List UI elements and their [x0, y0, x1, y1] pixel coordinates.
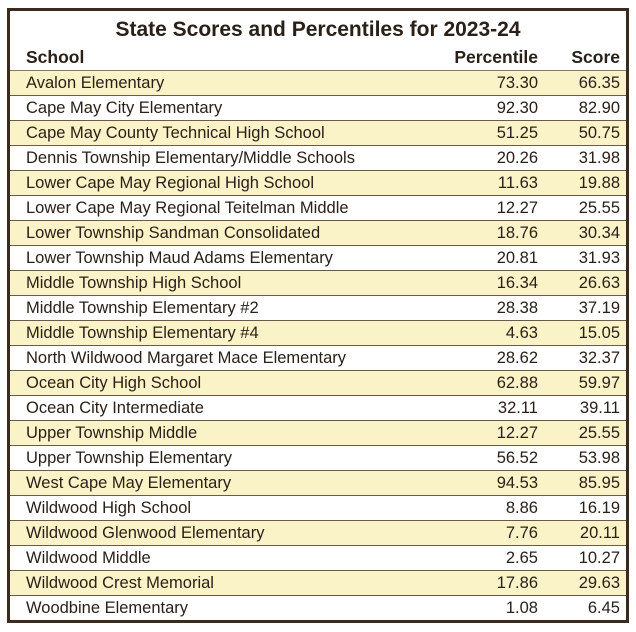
table-row: [10, 396, 626, 421]
score-cell: 16.19: [578, 499, 620, 517]
table-row: [10, 471, 626, 496]
score-cell: 19.88: [578, 174, 620, 192]
score-cell: 25.55: [578, 424, 620, 442]
table-row: [10, 571, 626, 596]
table-row: [10, 71, 626, 96]
percentile-cell: 17.86: [496, 574, 538, 592]
percentile-cell: 2.65: [505, 549, 538, 567]
table-row: [10, 96, 626, 121]
score-cell: 25.55: [578, 199, 620, 217]
score-cell: 30.34: [578, 224, 620, 242]
percentile-cell: 20.81: [496, 249, 538, 267]
percentile-cell: 7.76: [505, 524, 538, 542]
table-body: [10, 71, 626, 620]
score-cell: 39.11: [579, 399, 620, 417]
table-row: [10, 121, 626, 146]
percentile-cell: 20.26: [496, 149, 538, 167]
school-name-cell: Wildwood High School: [26, 499, 192, 517]
school-name-cell: Middle Township Elementary #2: [26, 299, 259, 317]
percentile-cell: 11.63: [497, 174, 538, 192]
school-name-cell: Woodbine Elementary: [26, 599, 189, 617]
school-name-cell: West Cape May Elementary: [26, 474, 232, 492]
score-cell: 6.45: [587, 599, 620, 617]
score-cell: 20.11: [579, 524, 620, 542]
score-cell: 66.35: [578, 74, 620, 92]
school-name-cell: Lower Township Sandman Consolidated: [26, 224, 321, 242]
school-name-cell: Ocean City Intermediate: [26, 399, 204, 417]
score-cell: 15.05: [578, 324, 620, 342]
table-header-row: [10, 45, 626, 71]
table-row: [10, 496, 626, 521]
percentile-cell: 12.27: [496, 199, 538, 217]
percentile-cell: 51.25: [496, 124, 538, 142]
percentile-cell: 73.30: [496, 74, 538, 92]
school-name-cell: Middle Township High School: [26, 274, 242, 292]
table-row: [10, 146, 626, 171]
table-row: [10, 171, 626, 196]
school-name-cell: Upper Township Middle: [26, 424, 198, 442]
score-cell: 85.95: [578, 474, 620, 492]
column-header-score: Score: [571, 47, 620, 67]
school-name-cell: Lower Township Maud Adams Elementary: [26, 249, 333, 267]
percentile-cell: 28.38: [496, 299, 538, 317]
table-row: [10, 546, 626, 571]
table-row: [10, 321, 626, 346]
score-cell: 53.98: [578, 449, 620, 467]
score-cell: 82.90: [578, 99, 620, 117]
school-name-cell: Wildwood Glenwood Elementary: [26, 524, 265, 542]
percentile-cell: 28.62: [496, 349, 538, 367]
percentile-cell: 18.76: [496, 224, 538, 242]
table-row: [10, 221, 626, 246]
school-name-cell: Wildwood Middle: [26, 549, 151, 567]
table-row: [10, 196, 626, 221]
score-cell: 10.27: [578, 549, 620, 567]
column-header-percentile: Percentile: [454, 47, 538, 67]
percentile-cell: 1.08: [505, 599, 538, 617]
table-row: [10, 371, 626, 396]
percentile-cell: 92.30: [496, 99, 538, 117]
school-name-cell: Ocean City High School: [26, 374, 202, 392]
table-row: [10, 346, 626, 371]
table-row: [10, 246, 626, 271]
percentile-cell: 8.86: [505, 499, 538, 517]
table-row: [10, 421, 626, 446]
score-cell: 32.37: [578, 349, 620, 367]
score-cell: 59.97: [578, 374, 620, 392]
school-name-cell: Wildwood Crest Memorial: [26, 574, 214, 592]
score-cell: 31.98: [578, 149, 620, 167]
school-name-cell: Cape May County Technical High School: [26, 124, 325, 142]
table-row: [10, 446, 626, 471]
school-name-cell: Lower Cape May Regional High School: [26, 174, 314, 192]
school-name-cell: Dennis Township Elementary/Middle Schools: [26, 149, 355, 167]
school-name-cell: Cape May City Elementary: [26, 99, 223, 117]
school-name-cell: Upper Township Elementary: [26, 449, 233, 467]
percentile-cell: 4.63: [505, 324, 538, 342]
school-name-cell: Avalon Elementary: [26, 74, 165, 92]
percentile-cell: 12.27: [496, 424, 538, 442]
score-cell: 26.63: [578, 274, 620, 292]
score-cell: 29.63: [578, 574, 620, 592]
percentile-cell: 62.88: [496, 374, 538, 392]
percentile-cell: 32.11: [497, 399, 538, 417]
school-name-cell: Lower Cape May Regional Teitelman Middle: [26, 199, 349, 217]
percentile-cell: 94.53: [496, 474, 538, 492]
table-row: [10, 596, 626, 620]
table-row: [10, 521, 626, 546]
table-row: [10, 271, 626, 296]
score-cell: 50.75: [578, 124, 620, 142]
table-row: [10, 296, 626, 321]
table-title: State Scores and Percentiles for 2023-24: [115, 18, 521, 41]
percentile-cell: 16.34: [496, 274, 538, 292]
score-cell: 31.93: [578, 249, 620, 267]
school-name-cell: Middle Township Elementary #4: [26, 324, 259, 342]
scores-table: [7, 8, 629, 623]
column-header-school: School: [26, 47, 85, 67]
score-cell: 37.19: [578, 299, 620, 317]
percentile-cell: 56.52: [496, 449, 538, 467]
school-name-cell: North Wildwood Margaret Mace Elementary: [26, 349, 347, 367]
